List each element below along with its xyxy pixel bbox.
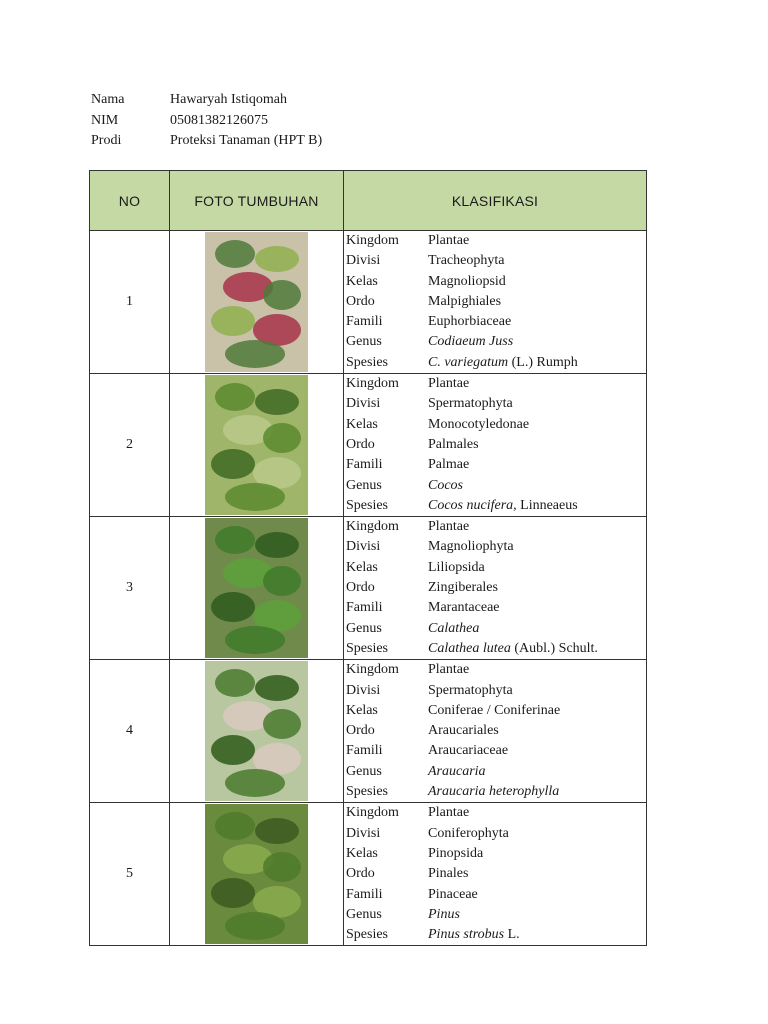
leaf-shape: [255, 675, 299, 701]
taxon-rank: Divisi: [346, 539, 381, 555]
taxon-value: Malpighiales: [428, 293, 502, 309]
leaf-shape: [255, 389, 299, 415]
header-klasifikasi: KLASIFIKASI: [344, 171, 647, 231]
taxon-rank: Kelas: [346, 702, 378, 718]
taxon-row: [344, 272, 646, 292]
taxon-value: Spermatophyta: [428, 682, 513, 698]
taxon-value: [428, 619, 646, 639]
author-citation: Linneaeus: [516, 497, 578, 513]
taxon-value: Liliopsida: [428, 559, 485, 575]
taxon-rank: Famili: [346, 314, 383, 330]
taxon-rank: Genus: [346, 620, 382, 636]
taxon-row: [344, 864, 646, 884]
taxon-rank: Divisi: [346, 253, 381, 269]
taxon-value: Magnoliopsid: [428, 273, 506, 289]
taxon-rank: Kelas: [346, 845, 378, 861]
taxon-row: [344, 701, 646, 721]
header-no: NO: [90, 171, 170, 231]
taxon-rank: Ordo: [346, 436, 375, 452]
taxon-row: [344, 517, 646, 537]
taxon-value: Pinopsida: [428, 845, 484, 861]
prodi-value: Proteksi Tanaman (HPT B): [170, 133, 323, 148]
taxon-rank: Spesies: [346, 354, 388, 370]
taxon-value: [428, 905, 646, 925]
taxon-row: [344, 537, 646, 557]
scientific-name: Pinus strobus: [428, 927, 505, 943]
leaf-shape: [263, 280, 301, 310]
taxon-rank: Kingdom: [346, 233, 399, 248]
calathea-plant-photo: [205, 518, 308, 658]
nim-label: NIM: [91, 112, 119, 128]
taxon-row: [344, 803, 646, 823]
taxon-rank: Genus: [346, 763, 382, 779]
leaf-shape: [255, 246, 299, 272]
taxon-value: Zingiberales: [428, 580, 498, 596]
taxon-value: [428, 782, 646, 802]
taxon-row: [344, 619, 646, 639]
taxon-row: [344, 598, 646, 618]
taxon-rank: Kingdom: [346, 519, 399, 535]
taxon-rank: Genus: [346, 906, 382, 922]
taxon-rank: Ordo: [346, 723, 375, 739]
row-number: 5: [90, 803, 170, 946]
taxon-row: [344, 332, 646, 352]
taxon-row: [344, 415, 646, 435]
taxon-row: [344, 824, 646, 844]
prodi-label: Prodi: [91, 133, 122, 148]
table-row: [90, 803, 647, 946]
photo-cell: [170, 660, 344, 803]
scientific-name: Codiaeum Juss: [428, 334, 514, 350]
taxon-value: [428, 762, 646, 782]
taxon-row: [344, 782, 646, 802]
author-citation: (L.) Rumph: [508, 354, 578, 370]
table-header-row: [90, 171, 647, 231]
leaf-shape: [225, 483, 285, 511]
name-value: Hawaryah Istiqomah: [170, 92, 288, 107]
table-row: [90, 231, 647, 374]
taxon-row: [344, 374, 646, 394]
taxon-value: Monocotyledonae: [428, 416, 530, 432]
table-row: [90, 660, 647, 803]
taxon-value: Coniferae / Coniferinae: [428, 702, 561, 718]
taxon-value: [428, 639, 646, 659]
taxon-rank: Ordo: [346, 580, 375, 596]
taxon-value: Palmae: [428, 457, 470, 473]
name-label: Nama: [91, 92, 125, 107]
taxon-row: [344, 885, 646, 905]
leaf-shape: [215, 526, 255, 554]
taxon-rank: Spesies: [346, 640, 388, 656]
classification-cell: [344, 803, 647, 946]
taxon-row: [344, 394, 646, 414]
taxon-rank: Famili: [346, 600, 383, 616]
taxon-value: Plantae: [428, 519, 470, 535]
row-number: 4: [90, 660, 170, 803]
taxon-row: [344, 353, 646, 373]
taxon-value: Plantae: [428, 233, 470, 248]
classification-cell: [344, 660, 647, 803]
leaf-shape: [255, 532, 299, 558]
taxon-row: [344, 496, 646, 516]
scientific-name: Araucaria heterophylla: [428, 784, 560, 800]
taxon-row: [344, 578, 646, 598]
leaf-shape: [255, 818, 299, 844]
taxon-value: [428, 353, 646, 373]
taxon-value: Coniferophyta: [428, 825, 509, 841]
taxon-rank: Kelas: [346, 273, 378, 289]
taxon-value: Araucariaceae: [428, 743, 509, 759]
scientific-name: Cocos nucifera,: [428, 497, 517, 513]
taxon-value: [428, 925, 646, 945]
taxon-row: [344, 905, 646, 925]
photo-cell: [170, 374, 344, 517]
taxon-value: Palmales: [428, 436, 479, 452]
row-number: 1: [90, 231, 170, 374]
taxon-rank: Kingdom: [346, 376, 399, 392]
taxon-rank: Kingdom: [346, 805, 399, 821]
photo-cell: [170, 231, 344, 374]
prodi-row: [91, 131, 322, 152]
taxon-rank: Kelas: [346, 559, 378, 575]
coconut-palm-photo: [205, 375, 308, 515]
header-foto: FOTO TUMBUHAN: [170, 171, 344, 231]
leaf-shape: [263, 709, 301, 739]
leaf-shape: [211, 878, 255, 908]
taxon-value: Plantae: [428, 662, 470, 678]
leaf-shape: [211, 449, 255, 479]
taxon-value: Marantaceae: [428, 600, 500, 616]
leaf-shape: [215, 240, 255, 268]
taxon-rank: Famili: [346, 886, 383, 902]
scientific-name: C. variegatum: [428, 354, 509, 370]
taxon-value: [428, 332, 646, 352]
taxon-rank: Genus: [346, 334, 382, 350]
taxon-row: [344, 231, 646, 251]
leaf-shape: [211, 306, 255, 336]
pine-shrub-photo: [205, 804, 308, 944]
taxon-value: Euphorbiaceae: [428, 314, 512, 330]
taxon-row: [344, 681, 646, 701]
taxon-row: [344, 292, 646, 312]
araucaria-tree-photo: [205, 661, 308, 801]
taxon-rank: Divisi: [346, 825, 381, 841]
leaf-shape: [225, 340, 285, 368]
photo-cell: [170, 803, 344, 946]
taxon-row: [344, 721, 646, 741]
taxon-row: [344, 455, 646, 475]
taxon-value: Plantae: [428, 805, 470, 821]
taxon-value: [428, 496, 646, 516]
student-info: [91, 90, 322, 152]
taxon-rank: Ordo: [346, 866, 375, 882]
taxon-row: [344, 251, 646, 271]
leaf-shape: [225, 769, 285, 797]
table-row: [90, 517, 647, 660]
taxon-rank: Ordo: [346, 293, 375, 309]
taxon-row: [344, 844, 646, 864]
taxon-row: [344, 312, 646, 332]
scientific-name: Calathea: [428, 620, 480, 636]
taxon-rank: Genus: [346, 477, 382, 493]
classification-table: [89, 170, 647, 946]
taxon-value: Pinales: [428, 866, 469, 882]
taxon-row: [344, 435, 646, 455]
nim-row: [91, 111, 322, 132]
taxon-rank: Spesies: [346, 497, 388, 513]
row-number: 3: [90, 517, 170, 660]
row-number: 2: [90, 374, 170, 517]
classification-cell: [344, 517, 647, 660]
author-citation: L.: [504, 927, 520, 943]
taxon-value: [428, 476, 646, 496]
leaf-shape: [215, 383, 255, 411]
taxon-rank: Divisi: [346, 396, 381, 412]
taxon-value: Tracheophyta: [428, 253, 505, 269]
name-row: [91, 90, 322, 111]
table-row: [90, 374, 647, 517]
leaf-shape: [263, 852, 301, 882]
taxon-rank: Divisi: [346, 682, 381, 698]
taxon-value: Araucariales: [428, 723, 499, 739]
taxon-rank: Famili: [346, 457, 383, 473]
taxon-rank: Famili: [346, 743, 383, 759]
taxon-value: Plantae: [428, 376, 470, 392]
taxon-row: [344, 558, 646, 578]
leaf-shape: [225, 626, 285, 654]
taxon-row: [344, 660, 646, 680]
scientific-name: Calathea lutea: [428, 640, 511, 656]
classification-cell: [344, 231, 647, 374]
taxon-rank: Kelas: [346, 416, 378, 432]
leaf-shape: [211, 735, 255, 765]
leaf-shape: [211, 592, 255, 622]
leaf-shape: [263, 566, 301, 596]
scientific-name: Cocos: [428, 477, 463, 493]
leaf-shape: [263, 423, 301, 453]
taxon-value: Spermatophyta: [428, 396, 513, 412]
taxon-value: Pinaceae: [428, 886, 478, 902]
taxon-row: [344, 639, 646, 659]
taxon-row: [344, 741, 646, 761]
croton-plant-photo: [205, 232, 308, 372]
taxon-rank: Spesies: [346, 927, 388, 943]
author-citation: (Aubl.) Schult.: [510, 640, 598, 656]
leaf-shape: [215, 669, 255, 697]
taxon-row: [344, 476, 646, 496]
taxon-value: Magnoliophyta: [428, 539, 514, 555]
taxon-row: [344, 925, 646, 945]
classification-cell: [344, 374, 647, 517]
scientific-name: Araucaria: [428, 763, 486, 779]
photo-cell: [170, 517, 344, 660]
leaf-shape: [215, 812, 255, 840]
taxon-rank: Spesies: [346, 784, 388, 800]
leaf-shape: [225, 912, 285, 940]
taxon-row: [344, 762, 646, 782]
nim-value: 05081382126075: [170, 112, 268, 128]
taxon-rank: Kingdom: [346, 662, 399, 678]
scientific-name: Pinus: [428, 906, 460, 922]
